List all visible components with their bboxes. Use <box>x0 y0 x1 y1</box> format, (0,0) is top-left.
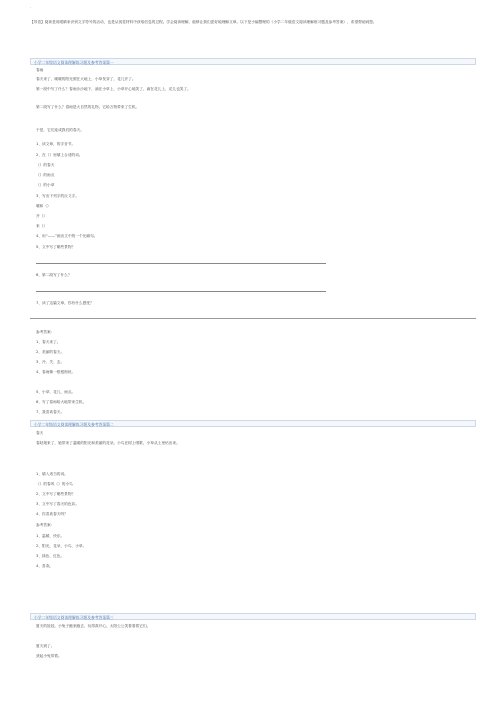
answers-heading: 参考答案： <box>36 523 55 527</box>
question: 4、你喜欢春天吗？ <box>36 512 68 516</box>
passage-text: 夏天的娃娃。小兔子跑来跑去，玩得真开心。太阳公公笑着看着它们。 <box>36 624 151 628</box>
answer-item: 2、美丽的春天。 <box>36 350 65 354</box>
answer-item: 2、阳光、花朵、小鸟、小草。 <box>36 544 87 548</box>
section-header-3[interactable] <box>30 613 476 620</box>
question: 4、用“——”画出文中的一个比喻句。 <box>36 234 98 238</box>
question: 2、文中写了哪些景物？ <box>36 492 76 496</box>
section-header-2[interactable] <box>30 420 476 427</box>
section-header-1[interactable] <box>30 58 476 65</box>
question: 7、读了这篇文章，你有什么感受？ <box>36 301 94 305</box>
blank-item: （）的雨点 <box>36 173 55 177</box>
passage-text: 春姑娘来了，她带来了温暖的阳光和美丽的花朵。小鸟在树上唱歌，小草从土里钻出来。 <box>36 441 180 445</box>
passage-title: 春天 <box>36 431 44 435</box>
question: 1、读文章，的字音节。 <box>36 142 76 146</box>
question: 1、填入适当的词。 <box>36 472 68 476</box>
answer-item: 1、春天来了。 <box>36 340 61 344</box>
passage-title: 春雨 <box>36 68 44 72</box>
passage-text: 春天来了，暖暖的阳光照在大地上，小草发芽了，花儿开了。 <box>36 77 136 81</box>
passage-text: 于是，它们连成我们的春天。 <box>36 128 84 132</box>
section-title[interactable]: 小学二年级语文阅读理解练习题及参考答案篇三 <box>34 615 114 620</box>
bullet-marker: · <box>30 5 32 10</box>
divider <box>30 318 476 319</box>
question: 5、文中写了哪些景物？ <box>36 245 76 249</box>
question: 6、第二段写了什么？ <box>36 273 72 277</box>
question: 2、在（）里填上合适的词。 <box>36 153 83 157</box>
section-title[interactable]: 小学二年级语文阅读理解练习题及参考答案篇一 <box>34 60 114 65</box>
passage-text: 获起小兔带着。 <box>36 654 62 658</box>
blank-item: 暖和（） <box>36 204 51 208</box>
blank-item: 开（） <box>36 214 48 218</box>
answer-item: 5、小草、花儿、雨点。 <box>36 390 76 394</box>
answer-item: 3、冷、关、去。 <box>36 360 65 364</box>
answer-line <box>36 263 326 264</box>
answer-item: 4、喜欢。 <box>36 564 54 568</box>
blank-item: （）的小草 <box>36 183 55 187</box>
blank-item: （）的春风（）的小鸟 <box>36 482 73 486</box>
answer-item: 7、我喜欢春天。 <box>36 410 65 414</box>
blank-item: 来（） <box>36 224 48 228</box>
intro-paragraph: 【导语】阅读是用眼睛来识别文字符号的活动，也是从视觉材料中获取信息的过程。学会阅读理解，能够让我们更好地理解文章。以下是小编整理的《小学二年级语文阅读理解练习题及参考答案》，希望帮助到您。 <box>30 20 377 24</box>
answer-item: 4、春雨像一根根细丝。 <box>36 370 76 374</box>
passage-text: 第二段写了什么？春雨是大自然的礼物，它给万物带来了生机。 <box>36 105 140 109</box>
section-title[interactable]: 小学二年级语文阅读理解练习题及参考答案篇二 <box>34 422 114 427</box>
passage-text: 第一段中写了什么？春雨沙沙地下，滴在小草上，小草开心地笑了，滴在花儿上，花儿也笑了。 <box>36 87 191 91</box>
question: 3、写出下列字的反义字。 <box>36 194 79 198</box>
answer-item: 1、温暖、快乐。 <box>36 534 65 538</box>
blank-item: （）的春天 <box>36 163 55 167</box>
answer-item: 6、写了春雨给大地带来生机。 <box>36 400 87 404</box>
passage-text: 夏天到了。 <box>36 644 55 648</box>
question: 3、文中写了春天的色彩。 <box>36 502 79 506</box>
answer-line <box>36 291 326 292</box>
answers-heading: 参考答案： <box>36 330 55 334</box>
answer-item: 3、绿色、红色。 <box>36 554 65 558</box>
